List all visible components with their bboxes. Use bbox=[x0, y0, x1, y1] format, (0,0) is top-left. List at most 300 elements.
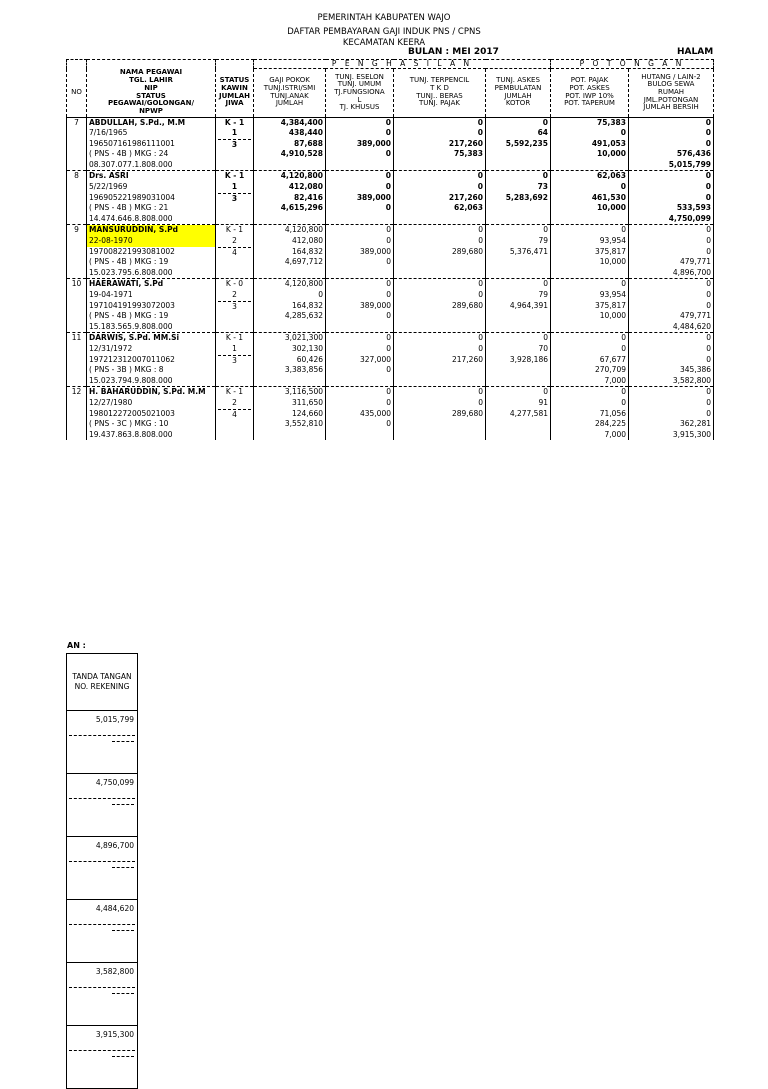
cell-nama bbox=[87, 387, 216, 440]
cell-no-value: 8 bbox=[74, 171, 79, 181]
col-hutang-line: BULOG SEWA bbox=[647, 80, 695, 89]
cell-eselon-value: 0 bbox=[386, 397, 391, 407]
cell-askes-value: 91 bbox=[538, 397, 548, 407]
col-hutang-line: HUTANG / LAIN-2 bbox=[641, 72, 701, 81]
cell-gaji-value: 60,426 bbox=[296, 354, 323, 364]
cell-status-value: 4 bbox=[232, 409, 237, 419]
table-row bbox=[67, 333, 714, 387]
cell-eselon-value: 389,000 bbox=[356, 192, 391, 202]
col-hutang-line: JML.POTONGAN bbox=[643, 95, 699, 104]
cell-askes-value: 79 bbox=[538, 290, 548, 299]
side-header-rek: NO. REKENING bbox=[74, 682, 130, 691]
account-line bbox=[112, 993, 134, 994]
col-eselon bbox=[326, 69, 394, 118]
col-terpencil-line: TUNJ. PAJAK bbox=[418, 99, 461, 108]
net-salary-value: 3,915,300 bbox=[95, 1030, 134, 1039]
col-pajak bbox=[551, 69, 629, 118]
cell-pajak-value: 93,954 bbox=[599, 236, 626, 246]
cell-askes-value bbox=[488, 203, 548, 214]
cell-status-value: 2 bbox=[218, 398, 251, 410]
cell-gaji bbox=[254, 225, 326, 279]
col-eselon-line: L bbox=[357, 95, 362, 104]
cell-pajak-value: 270,709 bbox=[594, 365, 626, 375]
cell-status-value bbox=[218, 204, 251, 215]
cell-terpencil-value bbox=[396, 257, 483, 268]
cell-terpencil-value: 217,260 bbox=[448, 138, 483, 148]
cell-terpencil-value: 289,680 bbox=[451, 300, 483, 310]
cell-askes-value: 64 bbox=[537, 128, 548, 138]
cell-pajak-value: 62,063 bbox=[597, 171, 626, 181]
cell-eselon-value: 0 bbox=[386, 333, 391, 343]
net-salary-value: 4,484,620 bbox=[95, 904, 134, 913]
cell-nama-value: HAERAWATI, S.Pd bbox=[89, 279, 164, 289]
cell-nama-value: 15.183.565.9.808.000 bbox=[89, 321, 173, 331]
cell-terpencil-value: 289,680 bbox=[451, 408, 483, 418]
cell-gaji-value: 4,384,400 bbox=[280, 117, 323, 127]
table-row bbox=[67, 171, 714, 225]
cell-hutang-value: 0 bbox=[706, 246, 712, 256]
cell-nama-value: 196905221989031004 bbox=[89, 192, 175, 202]
cell-pajak-value: 0 bbox=[620, 182, 626, 192]
cell-askes-value bbox=[488, 311, 548, 322]
cell-status-value: 3 bbox=[231, 139, 238, 149]
cell-no bbox=[67, 279, 87, 333]
cell-no bbox=[67, 333, 87, 387]
header-line-2: DAFTAR PEMBAYARAN GAJI INDUK PNS / CPNS bbox=[287, 27, 481, 37]
cell-terpencil-value: 0 bbox=[478, 290, 483, 299]
cell-askes-value: 3,928,186 bbox=[509, 354, 548, 364]
col-nama-line: NIP bbox=[144, 83, 158, 92]
cell-nama-value: ( PNS - 4B ) MKG : 24 bbox=[89, 149, 169, 159]
cell-askes bbox=[486, 387, 551, 440]
cell-askes-value: 0 bbox=[542, 171, 548, 181]
cell-nama-value: ( PNS - 3B ) MKG : 8 bbox=[89, 365, 164, 375]
cell-terpencil-value: 289,680 bbox=[451, 246, 483, 256]
cell-gaji-value: 4,120,800 bbox=[280, 171, 323, 181]
cell-gaji-value: 3,116,500 bbox=[284, 387, 323, 397]
cell-hutang-value: 0 bbox=[706, 387, 712, 397]
col-terpencil-line: TUNJ.. BERAS bbox=[416, 91, 463, 100]
cell-hutang bbox=[629, 225, 714, 279]
cell-pajak-value: 375,817 bbox=[594, 300, 626, 310]
cell-status-value: 2 bbox=[218, 236, 251, 248]
cell-terpencil-value: 0 bbox=[478, 279, 483, 289]
cell-status-value: 3 bbox=[232, 355, 237, 365]
cell-hutang-value: 0 bbox=[706, 279, 712, 289]
cell-pajak-value: 93,954 bbox=[599, 290, 626, 299]
net-salary-value: 3,582,800 bbox=[95, 967, 134, 976]
cell-pajak-value: 0 bbox=[621, 333, 626, 343]
cell-eselon bbox=[326, 171, 394, 225]
cell-eselon-value: 0 bbox=[386, 365, 391, 375]
col-nama-line: PEGAWAI/GOLONGAN/ bbox=[107, 99, 195, 108]
cell-no-value: 10 bbox=[71, 279, 82, 289]
cell-askes-value bbox=[488, 149, 548, 160]
cell-gaji-value: 87,688 bbox=[294, 138, 323, 148]
cell-eselon bbox=[326, 333, 394, 387]
cell-status-value: K - 0 bbox=[225, 279, 244, 289]
cell-terpencil bbox=[394, 117, 486, 171]
cell-gaji-value: 4,697,712 bbox=[284, 257, 323, 267]
cell-eselon-value: 389,000 bbox=[359, 246, 391, 256]
signature-cell[interactable] bbox=[67, 711, 138, 774]
page-label: HALAM bbox=[677, 47, 714, 57]
side-an-label: AN : bbox=[67, 641, 86, 650]
cell-pajak-value: 0 bbox=[620, 128, 626, 138]
side-header-ttd: TANDA TANGAN bbox=[72, 672, 132, 681]
cell-askes-value bbox=[488, 257, 548, 268]
cell-nama bbox=[87, 279, 216, 333]
cell-hutang-value: 0 bbox=[706, 343, 712, 353]
cell-hutang-value: 0 bbox=[705, 182, 712, 192]
cell-pajak-value: 75,383 bbox=[597, 117, 626, 127]
cell-hutang bbox=[629, 171, 714, 225]
signature-cell[interactable] bbox=[67, 1026, 138, 1089]
cell-terpencil bbox=[394, 279, 486, 333]
cell-terpencil bbox=[394, 171, 486, 225]
cell-eselon-value: 0 bbox=[386, 236, 391, 246]
cell-status bbox=[216, 333, 254, 387]
col-terpencil bbox=[394, 69, 486, 118]
cell-terpencil-value: 0 bbox=[478, 225, 483, 235]
col-terpencil-line: T K D bbox=[430, 84, 449, 93]
cell-pajak-value: 0 bbox=[621, 387, 626, 397]
col-pajak-line: POT. TAPERUM bbox=[564, 99, 615, 108]
cell-terpencil-value: 0 bbox=[478, 397, 483, 407]
cell-eselon-value: 389,000 bbox=[359, 300, 391, 310]
col-askes-line: TUNJ. ASKES bbox=[496, 76, 540, 85]
cell-eselon-value: 0 bbox=[385, 117, 391, 127]
signature-cell[interactable] bbox=[67, 900, 138, 963]
cell-nama-value: 19.437.863.8.808.000 bbox=[89, 429, 173, 439]
cell-terpencil-value: 217,260 bbox=[451, 354, 483, 364]
cell-gaji-value: 4,120,800 bbox=[284, 279, 323, 289]
cell-askes-value: 4,277,581 bbox=[509, 408, 548, 418]
cell-eselon-value: 0 bbox=[386, 387, 391, 397]
col-terpencil-line: TUNJ. TERPENCIL bbox=[409, 76, 470, 85]
cell-eselon-value: 389,000 bbox=[356, 138, 391, 148]
col-eselon-line: TUNJ. ESELON bbox=[335, 72, 384, 81]
cell-no bbox=[67, 171, 87, 225]
cell-pajak-value: 7,000 bbox=[604, 429, 626, 439]
table-row bbox=[67, 279, 714, 333]
cell-status bbox=[216, 171, 254, 225]
cell-nama-value: 197212312007011062 bbox=[89, 354, 175, 364]
cell-gaji-value: 124,660 bbox=[291, 408, 323, 418]
col-askes bbox=[486, 69, 551, 118]
cell-pajak-value: 375,817 bbox=[594, 246, 626, 256]
cell-eselon bbox=[326, 387, 394, 440]
cell-eselon-value: 0 bbox=[386, 279, 391, 289]
cell-gaji bbox=[254, 387, 326, 440]
cell-terpencil bbox=[394, 333, 486, 387]
cell-gaji-value: 164,832 bbox=[291, 300, 323, 310]
account-line bbox=[112, 930, 134, 931]
cell-eselon-value: 0 bbox=[385, 182, 391, 192]
cell-gaji-value: 4,910,528 bbox=[280, 149, 323, 159]
cell-status-value: K - 1 bbox=[224, 117, 245, 127]
cell-gaji-value: 311,650 bbox=[291, 397, 323, 407]
col-askes-line: KOTOR bbox=[505, 99, 531, 108]
cell-status-value: 1 bbox=[218, 182, 251, 194]
cell-hutang-value: 362,281 bbox=[680, 419, 712, 429]
cell-status bbox=[216, 117, 254, 171]
col-gaji-line: TUNJ.ISTRI/SMI bbox=[263, 84, 316, 93]
cell-hutang-value: 479,771 bbox=[680, 257, 712, 267]
cell-pajak-value: 7,000 bbox=[604, 375, 626, 385]
col-gaji-line: TUNJ.ANAK bbox=[270, 91, 309, 100]
cell-terpencil-value: 0 bbox=[477, 171, 483, 181]
cell-hutang-value: 0 bbox=[706, 225, 712, 235]
cell-hutang-value: 0 bbox=[705, 117, 712, 127]
cell-pajak-value: 10,000 bbox=[597, 149, 626, 159]
col-no: NO bbox=[67, 69, 87, 118]
cell-gaji-value: 4,615,296 bbox=[280, 203, 323, 213]
cell-pajak-value: 284,225 bbox=[594, 419, 626, 429]
cell-pajak-value: 67,677 bbox=[599, 354, 626, 364]
cell-hutang bbox=[629, 117, 714, 171]
signature-row bbox=[67, 711, 138, 774]
cell-hutang-value: 0 bbox=[705, 138, 712, 148]
cell-nama-value: H. BAHARUDDIN, S.Pd. M.M bbox=[89, 387, 206, 397]
penghasilan-group: P E N G H A S I L A N bbox=[254, 60, 551, 69]
cell-askes bbox=[486, 171, 551, 225]
cell-status-value bbox=[218, 150, 251, 161]
cell-eselon bbox=[326, 279, 394, 333]
cell-nama-value: 197008221993081002 bbox=[89, 246, 175, 256]
cell-askes-value: 70 bbox=[538, 343, 548, 353]
cell-pajak bbox=[551, 171, 629, 225]
cell-nama bbox=[87, 225, 216, 279]
cell-nama-value: Drs. ASRI bbox=[89, 171, 129, 181]
cell-nama bbox=[87, 171, 216, 225]
cell-hutang-value: 533,593 bbox=[676, 203, 712, 213]
cell-no-value: 11 bbox=[71, 333, 82, 343]
cell-eselon-value: 0 bbox=[386, 311, 391, 321]
col-nama-line: TGL. LAHIR bbox=[129, 76, 173, 85]
col-status-line: STATUS bbox=[219, 76, 250, 85]
cell-askes-value: 5,376,471 bbox=[509, 246, 548, 256]
cell-terpencil bbox=[394, 387, 486, 440]
col-gaji-line: GAJI POKOK bbox=[269, 76, 310, 85]
cell-status bbox=[216, 279, 254, 333]
cell-terpencil-value: 0 bbox=[478, 387, 483, 397]
cell-terpencil-value: 75,383 bbox=[454, 149, 483, 159]
cell-nama bbox=[87, 333, 216, 387]
cell-hutang bbox=[629, 279, 714, 333]
cell-nama-value: ( PNS - 4B ) MKG : 21 bbox=[89, 203, 169, 213]
cell-nama-value: 22-08-1970 bbox=[87, 236, 215, 247]
cell-nama-value: 14.474.646.8.808.000 bbox=[89, 213, 173, 223]
cell-askes-value: 0 bbox=[543, 387, 548, 397]
cell-hutang-value: 479,771 bbox=[680, 311, 712, 321]
cell-eselon bbox=[326, 225, 394, 279]
signature-line bbox=[69, 1050, 135, 1051]
cell-status-value: K - 1 bbox=[225, 225, 244, 235]
cell-askes-value: 73 bbox=[537, 182, 548, 192]
cell-status-value: 3 bbox=[231, 193, 238, 203]
cell-pajak bbox=[551, 387, 629, 440]
cell-gaji-value: 412,080 bbox=[288, 182, 323, 192]
cell-gaji-value: 3,552,810 bbox=[284, 419, 323, 429]
cell-nama-value: 12/31/1972 bbox=[89, 343, 133, 353]
cell-pajak-value: 10,000 bbox=[599, 257, 626, 267]
cell-hutang-value: 4,484,620 bbox=[672, 321, 712, 331]
period-label: BULAN : MEI 2017 bbox=[408, 47, 499, 57]
cell-gaji-value: 412,080 bbox=[291, 236, 323, 246]
signature-line bbox=[69, 735, 135, 736]
cell-eselon-value: 0 bbox=[385, 171, 391, 181]
net-salary-value: 5,015,799 bbox=[95, 715, 134, 724]
side-header bbox=[67, 654, 138, 711]
signature-row bbox=[67, 963, 138, 1026]
col-status-line: JUMLAH bbox=[219, 91, 250, 100]
cell-eselon-value: 0 bbox=[386, 225, 391, 235]
payroll-table bbox=[66, 59, 714, 440]
cell-askes-value: 5,592,235 bbox=[505, 138, 548, 148]
cell-hutang-value: 576,436 bbox=[676, 149, 712, 159]
col-hutang bbox=[629, 69, 714, 118]
signature-line bbox=[69, 798, 135, 799]
col-nama-line: NPWP bbox=[139, 106, 163, 115]
cell-gaji-value: 164,832 bbox=[291, 246, 323, 256]
col-pajak-line: POT. PAJAK bbox=[570, 76, 609, 85]
signature-row bbox=[67, 837, 138, 900]
signature-cell[interactable] bbox=[67, 774, 138, 837]
cell-hutang-value: 3,582,800 bbox=[672, 375, 712, 385]
cell-status-value: 2 bbox=[218, 290, 251, 302]
cell-status-value bbox=[218, 312, 251, 323]
cell-pajak bbox=[551, 279, 629, 333]
cell-hutang bbox=[629, 333, 714, 387]
cell-nama-value: ABDULLAH, S.Pd., M.M bbox=[89, 117, 186, 127]
col-status-line: KAWIN bbox=[221, 83, 248, 92]
cell-pajak bbox=[551, 225, 629, 279]
signature-cell[interactable] bbox=[67, 963, 138, 1026]
cell-eselon-value: 0 bbox=[386, 257, 391, 267]
cell-terpencil-value bbox=[396, 311, 483, 322]
cell-pajak bbox=[551, 333, 629, 387]
cell-askes bbox=[486, 225, 551, 279]
cell-hutang-value: 5,015,799 bbox=[668, 159, 712, 169]
cell-pajak-value: 10,000 bbox=[597, 203, 626, 213]
cell-nama-value: 15.023.794.9.808.000 bbox=[89, 375, 173, 385]
cell-pajak bbox=[551, 117, 629, 171]
table-row bbox=[67, 225, 714, 279]
col-pajak-line: POT. ASKES bbox=[569, 84, 610, 93]
cell-terpencil-value: 217,260 bbox=[448, 192, 483, 202]
cell-gaji-value: 4,285,632 bbox=[284, 311, 323, 321]
signature-row bbox=[67, 900, 138, 963]
cell-status-value bbox=[218, 258, 251, 269]
cell-no-value: 7 bbox=[74, 117, 79, 127]
col-eselon-line: TJ. KHUSUS bbox=[339, 103, 380, 112]
col-askes-line: JUMLAH bbox=[504, 91, 532, 100]
cell-eselon-value: 327,000 bbox=[359, 354, 391, 364]
cell-gaji-value: 438,440 bbox=[288, 128, 323, 138]
cell-gaji-value: 3,383,856 bbox=[284, 365, 323, 375]
cell-gaji-value: 0 bbox=[318, 290, 323, 299]
cell-status-value: 4 bbox=[232, 247, 237, 257]
signature-row bbox=[67, 774, 138, 837]
cell-terpencil-value bbox=[396, 365, 483, 376]
signature-cell[interactable] bbox=[67, 837, 138, 900]
cell-eselon-value: 0 bbox=[385, 149, 391, 159]
cell-no bbox=[67, 225, 87, 279]
cell-askes bbox=[486, 279, 551, 333]
cell-no-value: 12 bbox=[71, 387, 82, 397]
cell-nama-value: 198012272005021003 bbox=[89, 408, 175, 418]
cell-gaji bbox=[254, 117, 326, 171]
cell-terpencil-value: 0 bbox=[478, 343, 483, 353]
cell-gaji bbox=[254, 333, 326, 387]
cell-hutang-value: 0 bbox=[705, 128, 712, 138]
cell-pajak-value: 0 bbox=[621, 225, 626, 235]
cell-gaji bbox=[254, 279, 326, 333]
cell-askes bbox=[486, 117, 551, 171]
cell-pajak-value: 0 bbox=[621, 343, 626, 353]
cell-eselon-value: 435,000 bbox=[359, 408, 391, 418]
cell-askes-value: 4,964,391 bbox=[509, 300, 548, 310]
cell-hutang bbox=[629, 387, 714, 440]
cell-status bbox=[216, 225, 254, 279]
cell-hutang-value: 0 bbox=[706, 290, 712, 299]
cell-no bbox=[67, 117, 87, 171]
cell-terpencil-value bbox=[396, 419, 483, 430]
cell-nama-value: 08.307.077.1.808.000 bbox=[89, 159, 173, 169]
cell-hutang-value: 0 bbox=[706, 397, 712, 407]
cell-eselon-value: 0 bbox=[386, 290, 391, 299]
col-status-line: JIWA bbox=[225, 99, 244, 108]
col-hutang-line: RUMAH bbox=[657, 87, 685, 96]
cell-eselon-value: 0 bbox=[385, 203, 391, 213]
account-line bbox=[112, 741, 134, 742]
cell-askes bbox=[486, 333, 551, 387]
cell-pajak-value: 0 bbox=[621, 397, 626, 407]
table-row bbox=[67, 117, 714, 171]
cell-terpencil-value: 0 bbox=[477, 117, 483, 127]
cell-askes-value: 79 bbox=[538, 236, 548, 246]
cell-askes-value bbox=[488, 365, 548, 376]
cell-status-value bbox=[218, 366, 251, 377]
cell-terpencil-value: 0 bbox=[478, 333, 483, 343]
cell-eselon-value: 0 bbox=[386, 343, 391, 353]
cell-terpencil-value: 0 bbox=[477, 182, 483, 192]
cell-status-value: K - 1 bbox=[225, 333, 244, 343]
col-gaji-line: JUMLAH bbox=[275, 99, 304, 108]
cell-hutang-value: 0 bbox=[706, 408, 712, 418]
cell-no bbox=[67, 387, 87, 440]
cell-gaji bbox=[254, 171, 326, 225]
cell-nama-value: 197104191993072003 bbox=[89, 300, 175, 310]
signature-line bbox=[69, 987, 135, 988]
signature-line bbox=[69, 861, 135, 862]
cell-hutang-value: 4,896,700 bbox=[672, 267, 712, 277]
signature-row bbox=[67, 1026, 138, 1089]
col-eselon-line: TUNJ. UMUM bbox=[337, 80, 382, 89]
col-askes-line: PEMBULATAN bbox=[494, 84, 542, 93]
cell-terpencil-value: 0 bbox=[477, 128, 483, 138]
cell-status-value bbox=[218, 420, 251, 431]
cell-status-value: K - 1 bbox=[225, 387, 244, 397]
cell-eselon-value: 0 bbox=[385, 128, 391, 138]
cell-pajak-value: 491,053 bbox=[591, 138, 626, 148]
cell-gaji-value: 3,021,300 bbox=[284, 333, 323, 343]
table-row bbox=[67, 387, 714, 440]
cell-gaji-value: 82,416 bbox=[294, 192, 323, 202]
cell-askes-value: 5,283,692 bbox=[505, 192, 548, 202]
cell-hutang-value: 0 bbox=[706, 354, 712, 364]
